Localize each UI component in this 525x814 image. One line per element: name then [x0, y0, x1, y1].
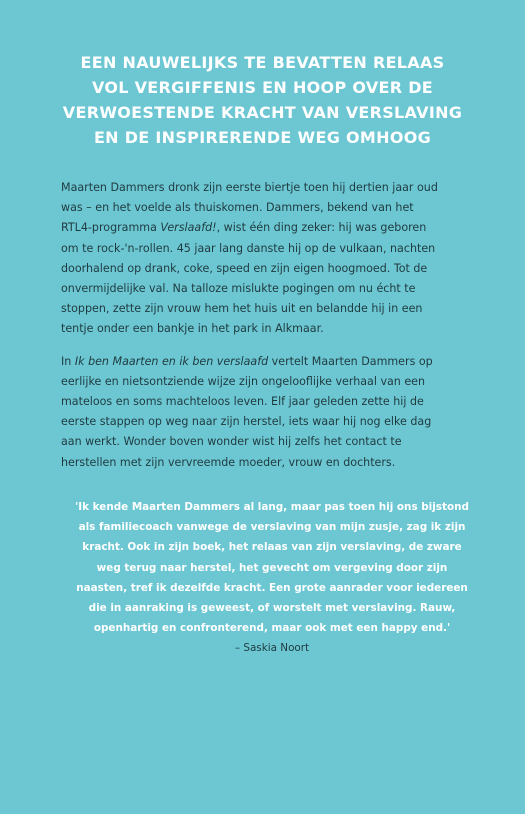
headline-line: EEN NAUWELIJKS TE BEVATTEN RELAAS — [80, 53, 445, 72]
quote-attribution: – Saskia Noort — [234, 642, 310, 655]
text-line: herstellen met zijn vervreemde moeder, vrouw en dochters. — [61, 455, 396, 469]
headline-line: VERWOESTENDE KRACHT VAN VERSLAVING — [62, 103, 463, 122]
quote-line: als familiecoach vanwege de verslaving van mijn zusje, zag ik zijn — [78, 521, 466, 534]
quote-line: naasten, tref ik dezelfde kracht. Een grote aanrader voor iedereen — [76, 581, 468, 594]
quote-line: 'Ik kende Maarten Dammers al lang, maar pas toen hij ons bijstond — [75, 501, 469, 513]
quote-line: kracht. Ook in zijn boek, het relaas van zijn verslaving, de zware — [82, 541, 462, 554]
text-span: In — [61, 354, 75, 368]
text-span: RTL4-programma — [61, 221, 161, 235]
headline — [0, 50, 525, 150]
quote-line: weg terug naar herstel, het gevecht om vergeving door zijn — [96, 561, 448, 574]
blurb-paragraph-1 — [61, 178, 476, 340]
text-span: , wist één ding zeker: hij was geboren — [216, 221, 427, 235]
blurb-paragraph-2 — [61, 352, 476, 473]
text-line: Maarten Dammers dronk zijn eerste biertje toen hij dertien jaar oud — [61, 181, 438, 194]
blurb — [61, 178, 476, 485]
headline-line: VOL VERGIFFENIS EN HOOP OVER DE — [91, 78, 434, 97]
headline-line: EN DE INSPIRERENDE WEG OMHOOG — [93, 128, 432, 147]
text-line: stoppen, zette zijn vrouw hem het huis uit en belandde hij in een — [61, 302, 423, 316]
text-span: vertelt Maarten Dammers op — [268, 354, 433, 368]
text-line — [61, 218, 476, 238]
text-line: eerste stappen op weg naar zijn herstel, iets waar hij nog elke dag — [61, 415, 432, 429]
text-line: doorhalend op drank, coke, speed en zijn eigen hoogmoed. Tot de — [61, 261, 428, 275]
text-line: eerlijke en nietsontziende wijze zijn ongelooflijke verhaal van een — [61, 374, 426, 388]
book-title: Ik ben Maarten en ik ben verslaafd — [74, 354, 269, 368]
text-line: mateloos en soms machteloos leven. Elf jaar geleden zette hij de — [61, 395, 424, 409]
quote-line: die in aanraking is geweest, of worstelt met verslaving. Rauw, — [88, 602, 456, 615]
text-line — [61, 352, 476, 372]
text-line: onvermijdelijke val. Na talloze mislukte pogingen om nu écht te — [61, 282, 416, 296]
quote-line: openhartig en confronterend, maar ook met een happy end.' — [93, 622, 451, 635]
text-line: tentje onder een bankje in het park in Alkmaar. — [61, 322, 324, 336]
show-title: Verslaafd! — [160, 221, 217, 235]
text-line: om te rock-'n-rollen. 45 jaar lang danste hij op de vulkaan, nachten — [61, 241, 436, 255]
endorsement-quote — [52, 497, 492, 659]
text-line: was – en het voelde als thuiskomen. Dammers, bekend van het — [61, 201, 414, 215]
text-line: aan werkt. Wonder boven wonder wist hij zelfs het contact te — [61, 435, 402, 449]
